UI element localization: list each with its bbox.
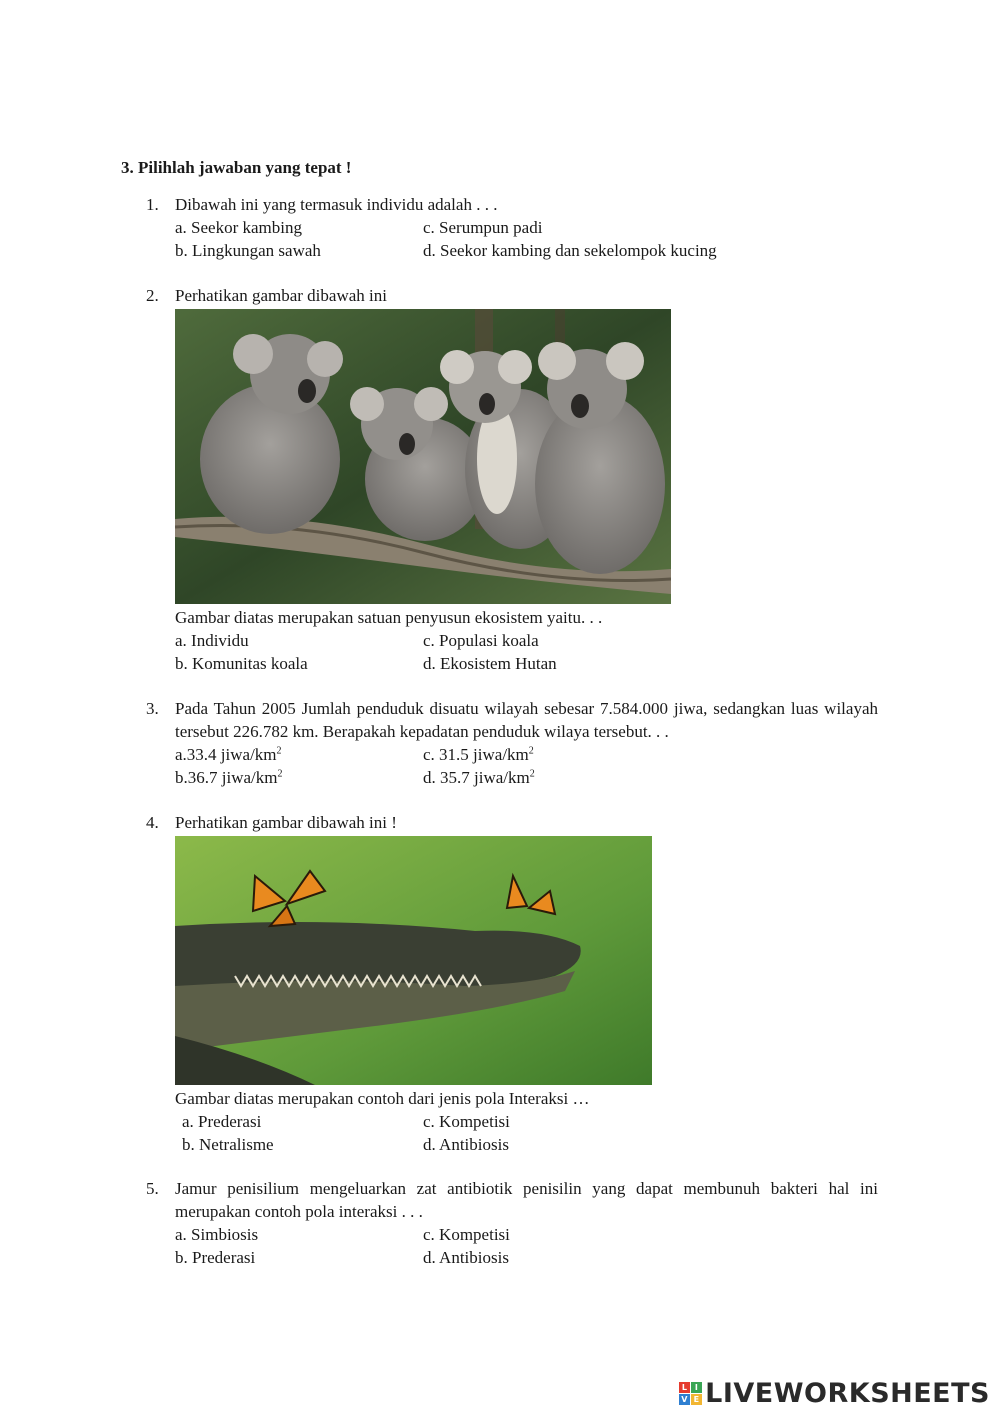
- option-c[interactable]: c. Populasi koala: [423, 631, 539, 650]
- question-number: 3.: [146, 699, 159, 718]
- option-c[interactable]: c. 31.5 jiwa/$km^2$: [423, 745, 534, 764]
- option-b[interactable]: b.36.7 jiwa/$km^2$: [175, 768, 283, 787]
- question-caption: Gambar diatas merupakan satuan penyusun ekosistem yaitu. . .: [175, 608, 603, 627]
- koala-photo: [175, 309, 671, 604]
- question-stem: Dibawah ini yang termasuk individu adalah . . .: [175, 195, 498, 214]
- section-title: 3. Pilihlah jawaban yang tepat !: [121, 158, 352, 177]
- question-stem: Pada Tahun 2005 Jumlah penduduk disuatu wilayah sebesar 7.584.000 jiwa, sedangkan luas wilayah tersebut 226.782 km. Berapakah kepadatan penduduk wilaya tersebut. . .: [175, 699, 878, 741]
- option-d[interactable]: d. Ekosistem Hutan: [423, 654, 557, 673]
- question-stem: Perhatikan gambar dibawah ini !: [175, 813, 397, 832]
- option-d[interactable]: d. Antibiosis: [423, 1248, 509, 1267]
- question-caption: Gambar diatas merupakan contoh dari jenis pola Interaksi …: [175, 1089, 590, 1108]
- logo-letter: I: [691, 1382, 702, 1393]
- question-number: 2.: [146, 286, 159, 305]
- option-d[interactable]: d. 35.7 jiwa/$km^2$: [423, 768, 535, 787]
- options: [175, 629, 878, 675]
- liveworksheets-logo-icon: [679, 1382, 702, 1405]
- option-b[interactable]: b. Prederasi: [175, 1248, 256, 1267]
- option-d[interactable]: d. Seekor kambing dan sekelompok kucing: [423, 241, 717, 260]
- liveworksheets-brand[interactable]: [679, 1378, 990, 1408]
- options: [175, 743, 878, 789]
- option-a[interactable]: a. Prederasi: [182, 1112, 262, 1131]
- option-a[interactable]: a.33.4 jiwa/$km^2$: [175, 745, 282, 764]
- crocodile-butterfly-photo: [175, 836, 652, 1085]
- question-stem: Jamur penisilium mengeluarkan zat antibiotik penisilin yang dapat membunuh bakteri hal ini merupakan contoh pola interaksi . . .: [175, 1179, 878, 1221]
- option-c[interactable]: c. Serumpun padi: [423, 218, 543, 237]
- question-1: [146, 193, 878, 262]
- superscript: 2: [528, 745, 534, 757]
- option-a[interactable]: a. Seekor kambing: [175, 218, 302, 237]
- options: [175, 216, 878, 262]
- option-b[interactable]: b. Komunitas koala: [175, 654, 308, 673]
- logo-letter: L: [679, 1382, 690, 1393]
- option-a[interactable]: a. Simbiosis: [175, 1225, 259, 1244]
- options: [175, 1110, 878, 1156]
- logo-letter: E: [691, 1394, 702, 1405]
- question-5: [146, 1177, 878, 1269]
- superscript: 2: [529, 768, 535, 780]
- brand-text: LIVEWORKSHEETS: [705, 1377, 990, 1409]
- question-number: 1.: [146, 195, 159, 214]
- question-4: [146, 811, 878, 1156]
- question-2: [146, 284, 878, 675]
- superscript: 2: [276, 745, 282, 757]
- options: [175, 1223, 878, 1269]
- question-stem: Perhatikan gambar dibawah ini: [175, 286, 387, 305]
- option-d[interactable]: d. Antibiosis: [423, 1135, 509, 1154]
- option-b[interactable]: b. Netralisme: [182, 1135, 274, 1154]
- logo-letter: V: [679, 1394, 690, 1405]
- superscript: 2: [277, 768, 283, 780]
- question-number: 5.: [146, 1179, 159, 1198]
- question-3: [146, 697, 878, 789]
- option-c[interactable]: c. Kompetisi: [423, 1112, 510, 1131]
- option-b[interactable]: b. Lingkungan sawah: [175, 241, 321, 260]
- option-c[interactable]: c. Kompetisi: [423, 1225, 510, 1244]
- option-a[interactable]: a. Individu: [175, 631, 249, 650]
- question-number: 4.: [146, 813, 159, 832]
